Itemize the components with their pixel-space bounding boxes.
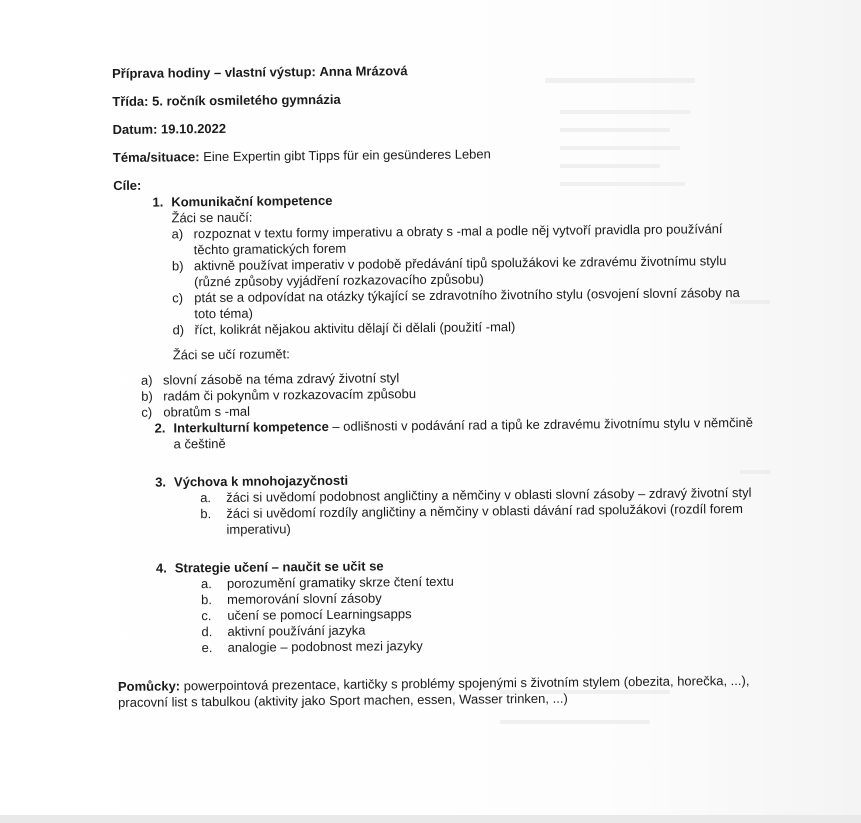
section-title: Komunikační kompetence — [171, 192, 333, 210]
item-text: analogie – podobnost mezi jazyky — [227, 638, 423, 655]
topic-label: Téma/situace: — [112, 149, 200, 165]
goals-heading: Cíle: — [113, 177, 142, 193]
item-letter: b) — [171, 258, 184, 274]
item-text: žáci si uvědomí rozdíly angličtiny a němčiny v oblasti dávání rad spolužákovi (rozdíl forem imperativu) — [226, 500, 743, 537]
class-label: Třída: — [112, 93, 149, 109]
item-letter: c) — [141, 404, 153, 420]
item-letter: c. — [201, 608, 212, 624]
lesson-author: Anna Mrázová — [319, 63, 408, 80]
goal-section-multilingualism — [116, 469, 757, 539]
item-letter: a. — [200, 576, 212, 592]
topic-value: Eine Expertin gibt Tipps für ein gesünderes Leben — [203, 146, 491, 165]
section-title: Interkulturní kompetence — [173, 418, 329, 436]
section-intro-understanding: Žáci se učí rozumět: — [172, 346, 290, 363]
item-text: porozumění gramatiky skrze čtení textu — [226, 573, 454, 591]
date-line — [113, 116, 753, 138]
item-letter: c) — [172, 290, 184, 306]
goal-section-intercultural — [115, 415, 755, 453]
item-letter: d) — [172, 322, 185, 338]
item-letter: a. — [200, 490, 212, 506]
goal-section-communication — [113, 189, 755, 373]
section-number: 4. — [155, 560, 167, 576]
section-number: 1. — [152, 194, 164, 210]
item-letter: b. — [200, 506, 212, 522]
goal-section-learning-strategies — [117, 555, 758, 657]
item-letter: e. — [201, 640, 213, 656]
item-letter: b. — [201, 592, 213, 608]
list-item — [200, 501, 756, 538]
topic-line — [113, 144, 753, 166]
section-description: – odlišnosti v podávání rad a tipů ke zdravému životnímu stylu v němčině a češtině — [173, 414, 754, 452]
page-bottom-edge — [0, 815, 861, 823]
class-value: 5. ročník osmiletého gymnázia — [152, 91, 341, 109]
item-letter: b) — [141, 388, 153, 404]
item-text: obratům s -mal — [163, 403, 251, 420]
item-text: učení se pomocí Learningsapps — [227, 606, 412, 623]
section-title: Strategie učení – naučit se učit se — [174, 558, 384, 576]
item-text: žáci si uvědomí podobnost angličtiny a němčiny v oblasti slovní zásoby – zdravý životní styl — [226, 484, 752, 505]
item-text: memorování slovní zásoby — [227, 590, 382, 607]
date-value: 19.10.2022 — [160, 120, 227, 137]
item-text: aktivní používání jazyka — [227, 622, 366, 639]
item-letter: d. — [201, 624, 213, 640]
item-text: rozpoznat v textu formy imperativu a obraty s -mal a podle něj vytvoří pravidla pro používání těchto gramatických forem — [193, 221, 723, 258]
section-number: 3. — [155, 474, 167, 490]
item-text: ptát se a odpovídat na otázky týkající se zdravotního životního stylu (osvojení slovní zásoby na toto téma) — [194, 284, 740, 322]
bleed-through-mark — [500, 720, 650, 724]
item-text: slovní zásobě na téma zdravý životní styl — [162, 370, 400, 388]
lesson-plan-document — [112, 60, 758, 711]
section-title: Výchova k mnohojazyčnosti — [173, 472, 349, 490]
teaching-aids-paragraph — [118, 673, 758, 711]
section-intro: Žáci se naučí: — [171, 209, 253, 226]
class-line — [112, 88, 752, 110]
item-text: říct, kolikrát nějakou aktivitu dělají či dělali (použití -mal) — [194, 319, 516, 338]
section-number: 2. — [154, 420, 166, 436]
item-letter: a) — [140, 372, 153, 388]
lesson-label: Příprava hodiny – vlastní výstup: — [112, 64, 316, 81]
teaching-aids-text: powerpointová prezentace, kartičky s problémy spojenými s životním stylem (obezita, horečka, ...), pracovní list s tabulkou (aktivity jako Sport machen, essen, Wasser trinken, ...) — [118, 672, 750, 710]
item-text: radám či pokynům v rozkazovacím způsobu — [163, 386, 417, 404]
item-text: aktivně používat imperativ v podobě předávání tipů spolužákovi ke zdravému životnímu stylu (různé způsoby vyjádření rozkazovacího způsobu) — [193, 253, 727, 290]
lesson-title-line — [112, 60, 752, 82]
date-label: Datum: — [112, 121, 158, 137]
teaching-aids-label: Pomůcky: — [117, 678, 181, 694]
item-letter: a) — [171, 226, 184, 242]
